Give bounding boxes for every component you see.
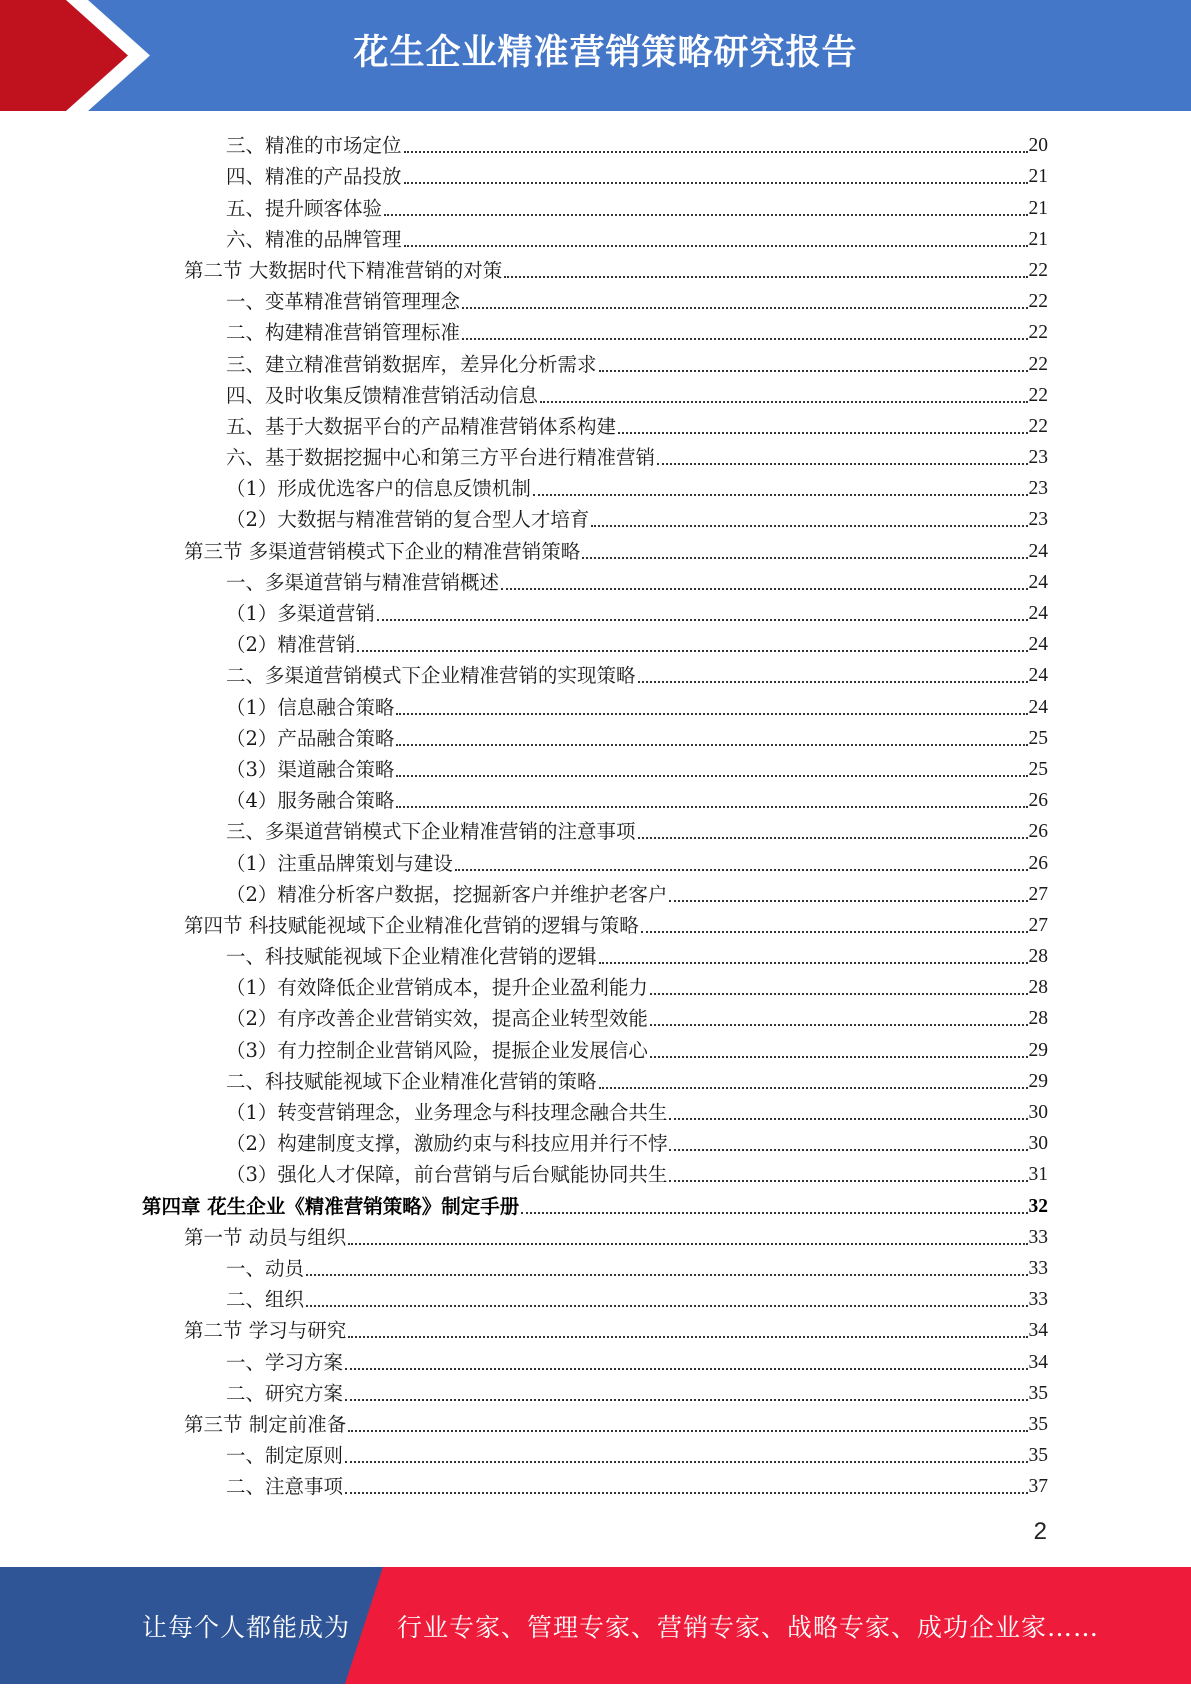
toc-dot-leader	[404, 151, 1028, 153]
toc-entry[interactable]	[0, 939, 1191, 970]
toc-entry-title: 第四节 科技赋能视域下企业精准化营销的逻辑与策略	[184, 913, 639, 937]
toc-entry-title: 二、科技赋能视域下企业精准化营销的策略	[226, 1069, 597, 1093]
toc-entry-page: 21	[1028, 166, 1048, 188]
toc-entry[interactable]	[0, 315, 1191, 346]
toc-dot-leader	[599, 1087, 1028, 1089]
toc-entry-title: 二、注意事项	[226, 1475, 344, 1499]
toc-entry-title: 一、变革精准营销管理理念	[226, 290, 461, 314]
toc-entry-page: 22	[1028, 415, 1048, 437]
toc-entry-title: （2）精准分析客户数据，挖掘新客户并维护老客户	[226, 882, 668, 906]
toc-dot-leader	[650, 1056, 1028, 1058]
toc-dot-leader	[669, 1118, 1027, 1120]
toc-entry-page: 22	[1028, 322, 1048, 344]
toc-entry-title: （3）有力控制企业营销风险，提振企业发展信心	[226, 1038, 648, 1062]
toc-dot-leader	[396, 775, 1027, 777]
toc-entry-title: （2）大数据与精准营销的复合型人才培育	[226, 508, 590, 532]
toc-entry-page: 21	[1028, 228, 1048, 250]
toc-entry[interactable]	[0, 440, 1191, 471]
toc-entry[interactable]	[0, 1282, 1191, 1313]
toc-entry-page: 29	[1028, 1070, 1048, 1092]
toc-entry-title: 第一节 动员与组织	[184, 1225, 347, 1249]
toc-entry-page: 30	[1028, 1102, 1048, 1123]
toc-dot-leader	[357, 650, 1027, 652]
toc-entry-title: 第三节 制定前准备	[184, 1412, 347, 1436]
toc-dot-leader	[345, 1399, 1027, 1401]
toc-entry-title: 三、精准的市场定位	[226, 134, 402, 158]
toc-entry-page: 30	[1028, 1133, 1048, 1155]
toc-entry-title: （2）构建制度支撑，激励约束与科技应用并行不悖	[226, 1132, 668, 1156]
toc-dot-leader	[669, 1149, 1027, 1151]
toc-entry-page: 27	[1028, 883, 1048, 905]
toc-entry[interactable]	[0, 502, 1191, 533]
toc-entry-page: 26	[1028, 821, 1048, 843]
toc-entry[interactable]	[0, 284, 1191, 315]
toc-dot-leader	[591, 525, 1027, 527]
toc-dot-leader	[521, 1212, 1027, 1214]
toc-entry[interactable]	[0, 1469, 1191, 1500]
toc-entry-title: 四、及时收集反馈精准营销活动信息	[226, 383, 539, 407]
toc-entry-page: 24	[1028, 571, 1048, 593]
toc-entry-page: 23	[1028, 447, 1048, 469]
toc-entry-page: 26	[1028, 790, 1048, 812]
toc-entry-title: 六、基于数据挖掘中心和第三方平台进行精准营销	[226, 446, 656, 470]
toc-entry[interactable]	[0, 783, 1191, 814]
toc-entry[interactable]	[0, 1220, 1191, 1251]
toc-dot-leader	[306, 1274, 1027, 1276]
toc-entry-title: （2）产品融合策略	[226, 726, 395, 750]
toc-entry[interactable]	[0, 1407, 1191, 1438]
toc-dot-leader	[462, 307, 1027, 309]
toc-entry-page: 32	[1028, 1195, 1048, 1217]
document-title: 花生企业精准营销策略研究报告	[353, 33, 858, 73]
toc-entry[interactable]	[0, 721, 1191, 752]
toc-entry[interactable]	[0, 1064, 1191, 1095]
toc-entry[interactable]	[0, 346, 1191, 377]
toc-entry[interactable]	[0, 877, 1191, 908]
toc-entry[interactable]	[0, 222, 1191, 253]
toc-entry-title: 二、构建精准营销管理标准	[226, 321, 461, 345]
toc-dot-leader	[657, 463, 1027, 465]
toc-entry[interactable]	[0, 1032, 1191, 1063]
toc-entry-page: 22	[1028, 291, 1048, 313]
toc-entry-page: 28	[1028, 1008, 1048, 1030]
toc-entry-page: 33	[1028, 1257, 1048, 1279]
toc-entry-page: 28	[1028, 977, 1048, 999]
toc-entry[interactable]	[0, 128, 1191, 159]
page-header	[0, 0, 1191, 111]
toc-dot-leader	[669, 1180, 1027, 1182]
toc-entry[interactable]	[0, 627, 1191, 658]
toc-dot-leader	[650, 1024, 1028, 1026]
toc-entry[interactable]	[0, 1188, 1191, 1219]
toc-entry[interactable]	[0, 190, 1191, 221]
toc-entry-page: 34	[1028, 1320, 1048, 1342]
toc-dot-leader	[501, 588, 1027, 590]
footer-slogan-left: 让每个人都能成为	[142, 1613, 351, 1642]
toc-dot-leader	[599, 370, 1028, 372]
toc-entry[interactable]	[0, 1376, 1191, 1407]
toc-entry-page: 22	[1028, 259, 1048, 281]
toc-entry[interactable]	[0, 253, 1191, 284]
toc-entry-page: 35	[1028, 1413, 1048, 1435]
toc-entry-title: 二、多渠道营销模式下企业精准营销的实现策略	[226, 664, 636, 688]
toc-dot-leader	[455, 869, 1028, 871]
toc-entry-page: 33	[1028, 1289, 1048, 1311]
toc-entry[interactable]	[0, 814, 1191, 845]
toc-entry-title: 三、建立精准营销数据库，差异化分析需求	[226, 352, 597, 376]
toc-entry-page: 37	[1028, 1476, 1048, 1498]
toc-entry-title: 第二节 学习与研究	[184, 1319, 347, 1343]
toc-entry-title: 第三节 多渠道营销模式下企业的精准营销策略	[184, 539, 581, 563]
toc-dot-leader	[404, 245, 1028, 247]
toc-dot-leader	[638, 681, 1028, 683]
toc-dot-leader	[348, 1336, 1027, 1338]
toc-entry[interactable]	[0, 1251, 1191, 1282]
toc-entry-page: 24	[1028, 696, 1048, 718]
toc-dot-leader	[540, 401, 1027, 403]
toc-entry-title: 一、学习方案	[226, 1350, 344, 1374]
toc-entry[interactable]	[0, 1157, 1191, 1188]
toc-dot-leader	[462, 338, 1027, 340]
page-footer	[0, 1567, 1191, 1684]
toc-entry-page: 24	[1028, 603, 1048, 624]
toc-dot-leader	[396, 713, 1027, 715]
toc-entry-page: 22	[1028, 353, 1048, 375]
toc-dot-leader	[348, 1430, 1027, 1432]
toc-entry-title: （1）转变营销理念，业务理念与科技理念融合共生	[226, 1101, 668, 1124]
toc-entry[interactable]	[0, 1438, 1191, 1469]
table-of-contents	[0, 128, 1191, 1500]
toc-entry-page: 24	[1028, 540, 1048, 562]
toc-entry[interactable]	[0, 596, 1191, 627]
toc-entry[interactable]	[0, 752, 1191, 783]
toc-entry[interactable]	[0, 689, 1191, 720]
toc-entry-page: 27	[1028, 914, 1048, 936]
toc-entry-title: （1）信息融合策略	[226, 695, 395, 719]
toc-entry-title: （2）有序改善企业营销实效，提高企业转型效能	[226, 1007, 648, 1031]
toc-entry-page: 26	[1028, 852, 1048, 874]
toc-entry[interactable]	[0, 1313, 1191, 1344]
toc-entry-page: 22	[1028, 384, 1048, 406]
toc-dot-leader	[669, 900, 1027, 902]
toc-dot-leader	[404, 182, 1028, 184]
toc-entry-page: 23	[1028, 509, 1048, 531]
toc-dot-leader	[650, 993, 1028, 995]
toc-entry[interactable]	[0, 1095, 1191, 1126]
toc-entry-page: 34	[1028, 1351, 1048, 1373]
toc-dot-leader	[638, 837, 1028, 839]
toc-entry-page: 20	[1028, 135, 1048, 157]
toc-entry[interactable]	[0, 1001, 1191, 1032]
toc-entry-page: 25	[1028, 758, 1048, 780]
toc-entry-page: 24	[1028, 634, 1048, 656]
toc-entry-page: 35	[1028, 1445, 1048, 1467]
page-number: 2	[1033, 1518, 1047, 1545]
toc-entry-title: 第二节 大数据时代下精准营销的对策	[184, 258, 503, 282]
toc-dot-leader	[599, 962, 1028, 964]
toc-entry[interactable]	[0, 159, 1191, 190]
toc-dot-leader	[396, 806, 1027, 808]
toc-dot-leader	[504, 276, 1027, 278]
toc-entry-page: 28	[1028, 946, 1048, 968]
toc-entry-page: 23	[1028, 478, 1048, 500]
toc-entry[interactable]	[0, 533, 1191, 564]
toc-entry-title: 二、组织	[226, 1288, 305, 1312]
toc-entry-title: （2）精准营销	[226, 633, 356, 657]
toc-entry-page: 21	[1028, 197, 1048, 219]
toc-entry[interactable]	[0, 970, 1191, 1001]
toc-entry[interactable]	[0, 845, 1191, 876]
toc-entry-title: （3）渠道融合策略	[226, 757, 395, 781]
toc-entry[interactable]	[0, 1344, 1191, 1375]
toc-entry-page: 24	[1028, 665, 1048, 687]
toc-entry[interactable]	[0, 1126, 1191, 1157]
toc-dot-leader	[533, 494, 1028, 496]
toc-dot-leader	[345, 1368, 1027, 1370]
toc-entry-title: （1）注重品牌策划与建设	[226, 851, 453, 875]
toc-entry[interactable]	[0, 378, 1191, 409]
toc-dot-leader	[582, 557, 1027, 559]
toc-entry-page: 35	[1028, 1382, 1048, 1404]
toc-entry[interactable]	[0, 409, 1191, 440]
toc-entry-title: 一、科技赋能视域下企业精准化营销的逻辑	[226, 945, 597, 969]
toc-entry-title: 第四章 花生企业《精准营销策略》制定手册	[142, 1194, 520, 1218]
toc-entry-title: （3）强化人才保障，前台营销与后台赋能协同共生	[226, 1163, 668, 1187]
toc-entry[interactable]	[0, 565, 1191, 596]
toc-dot-leader	[384, 214, 1027, 216]
toc-entry-title: （1）有效降低企业营销成本，提升企业盈利能力	[226, 976, 648, 1000]
toc-entry-title: （4）服务融合策略	[226, 789, 395, 813]
toc-entry[interactable]	[0, 908, 1191, 939]
toc-dot-leader	[345, 1461, 1027, 1463]
toc-entry-title: （1）多渠道营销	[226, 602, 375, 625]
toc-entry-title: 三、多渠道营销模式下企业精准营销的注意事项	[226, 820, 636, 844]
toc-entry-page: 31	[1028, 1164, 1048, 1186]
toc-entry-title: 五、基于大数据平台的产品精准营销体系构建	[226, 414, 617, 438]
toc-entry-page: 33	[1028, 1226, 1048, 1248]
toc-dot-leader	[396, 744, 1027, 746]
toc-entry-page: 25	[1028, 727, 1048, 749]
toc-entry-title: 六、精准的品牌管理	[226, 227, 402, 251]
toc-entry-title: 二、研究方案	[226, 1381, 344, 1405]
toc-dot-leader	[348, 1243, 1027, 1245]
toc-entry-title: 五、提升顾客体验	[226, 196, 383, 220]
toc-entry-page: 29	[1028, 1039, 1048, 1061]
toc-entry-title: 一、多渠道营销与精准营销概述	[226, 570, 500, 594]
toc-entry-title: 一、制定原则	[226, 1444, 344, 1468]
toc-dot-leader	[306, 1305, 1027, 1307]
toc-dot-leader	[618, 432, 1027, 434]
toc-dot-leader	[345, 1492, 1027, 1494]
toc-dot-leader	[641, 931, 1028, 933]
toc-entry[interactable]	[0, 658, 1191, 689]
toc-entry[interactable]	[0, 471, 1191, 502]
footer-slogan-right: 行业专家、管理专家、营销专家、战略专家、成功企业家……	[397, 1613, 1100, 1642]
toc-entry-title: 四、精准的产品投放	[226, 165, 402, 189]
toc-entry-title: 一、动员	[226, 1256, 305, 1280]
toc-dot-leader	[377, 619, 1028, 621]
toc-entry-title: （1）形成优选客户的信息反馈机制	[226, 477, 531, 501]
